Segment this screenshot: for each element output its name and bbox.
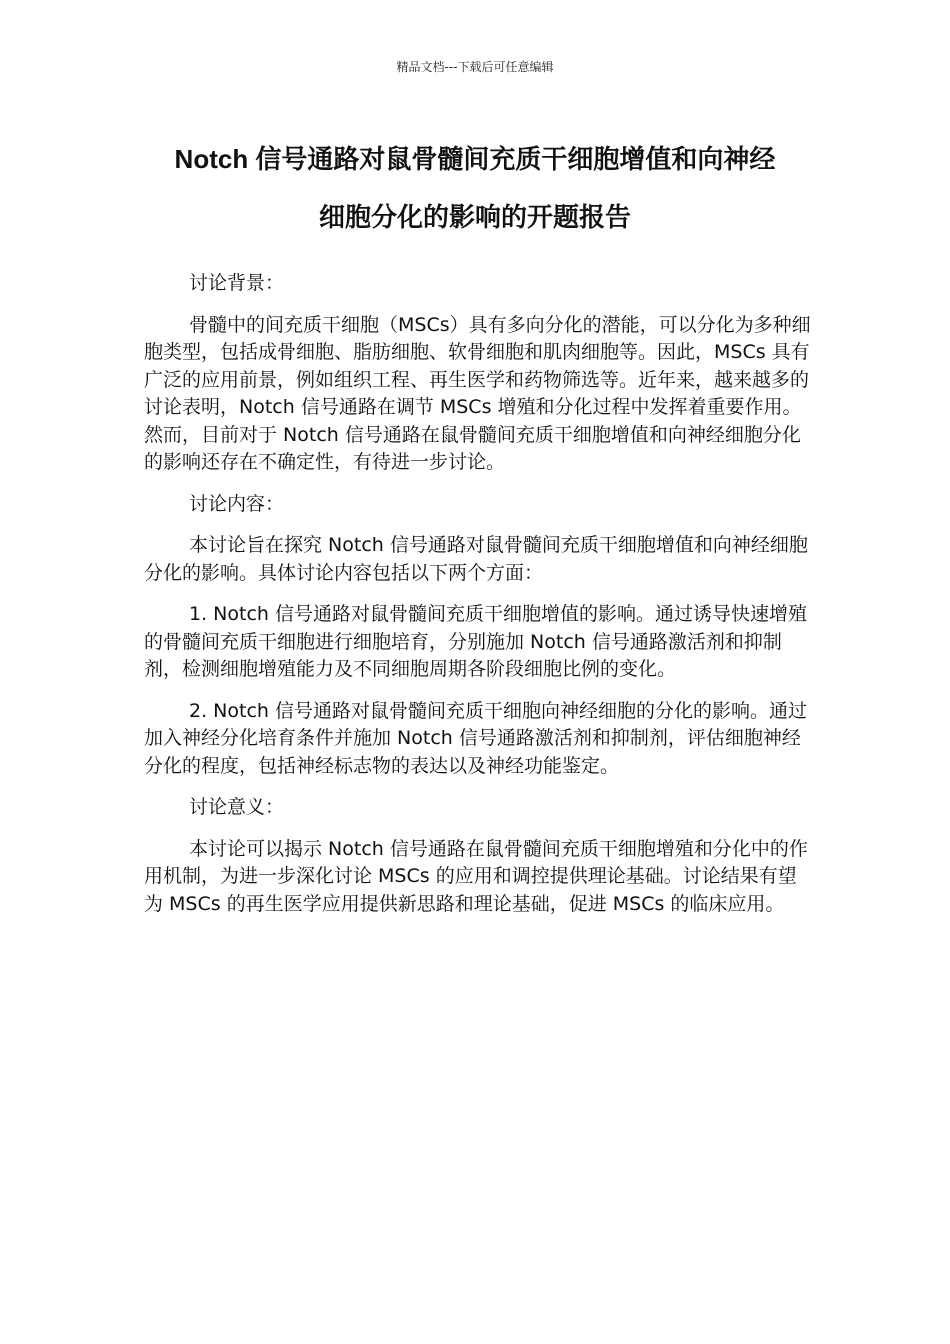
document-title (110, 130, 840, 246)
title-line-2: 细胞分化的影响的开题报告 (318, 202, 631, 232)
title-line-1: Notch 信号通路对鼠骨髓间充质干细胞增值和向神经 (174, 144, 776, 174)
document-body (144, 270, 812, 932)
paragraph-content-item-1: 1. Notch 信号通路对鼠骨髓间充质干细胞增值的影响。通过诱导快速增殖的骨髓间充质干细胞进行细胞培育，分别施加 Notch 信号通路激活剂和抑制剂，检测细胞增殖能力及不同细胞周期各阶段细胞比例的变化。 (144, 603, 807, 680)
paragraph-content-intro: 本讨论旨在探究 Notch 信号通路对鼠骨髓间充质干细胞增值和向神经细胞分化的影响。具体讨论内容包括以下两个方面： (144, 534, 808, 584)
section-heading-content: 讨论内容： (189, 492, 285, 515)
page-header: 精品文档---下载后可任意编辑 (396, 60, 554, 74)
paragraph-background: 骨髓中的间充质干细胞（MSCs）具有多向分化的潜能，可以分化为多种细胞类型，包括成骨细胞、脂肪细胞、软骨细胞和肌肉细胞等。因此，MSCs 具有广泛的应用前景，例如组织工程、再生医学和药物筛选等。近年来，越来越多的讨论表明，Notch 信号通路在调节 MSCs 增殖和分化过程中发挥着重要作用。然而，目前对于 Notch 信号通路在鼠骨髓间充质干细胞增值和向神经细胞分化的影响还存在不确定性，有待进一步讨论。 (144, 313, 811, 473)
paragraph-significance: 本讨论可以揭示 Notch 信号通路在鼠骨髓间充质干细胞增殖和分化中的作用机制，为进一步深化讨论 MSCs 的应用和调控提供理论基础。讨论结果有望为 MSCs 的再生医学应用提供新思路和理论基础，促进 MSCs 的临床应用。 (144, 837, 808, 915)
section-heading-significance: 讨论意义： (189, 796, 285, 818)
section-heading-background: 讨论背景： (189, 272, 285, 294)
paragraph-content-item-2: 2. Notch 信号通路对鼠骨髓间充质干细胞向神经细胞的分化的影响。通过加入神经分化培育条件并施加 Notch 信号通路激活剂和抑制剂，评估细胞神经分化的程度，包括神经标志物的表达以及神经功能鉴定。 (144, 699, 807, 777)
